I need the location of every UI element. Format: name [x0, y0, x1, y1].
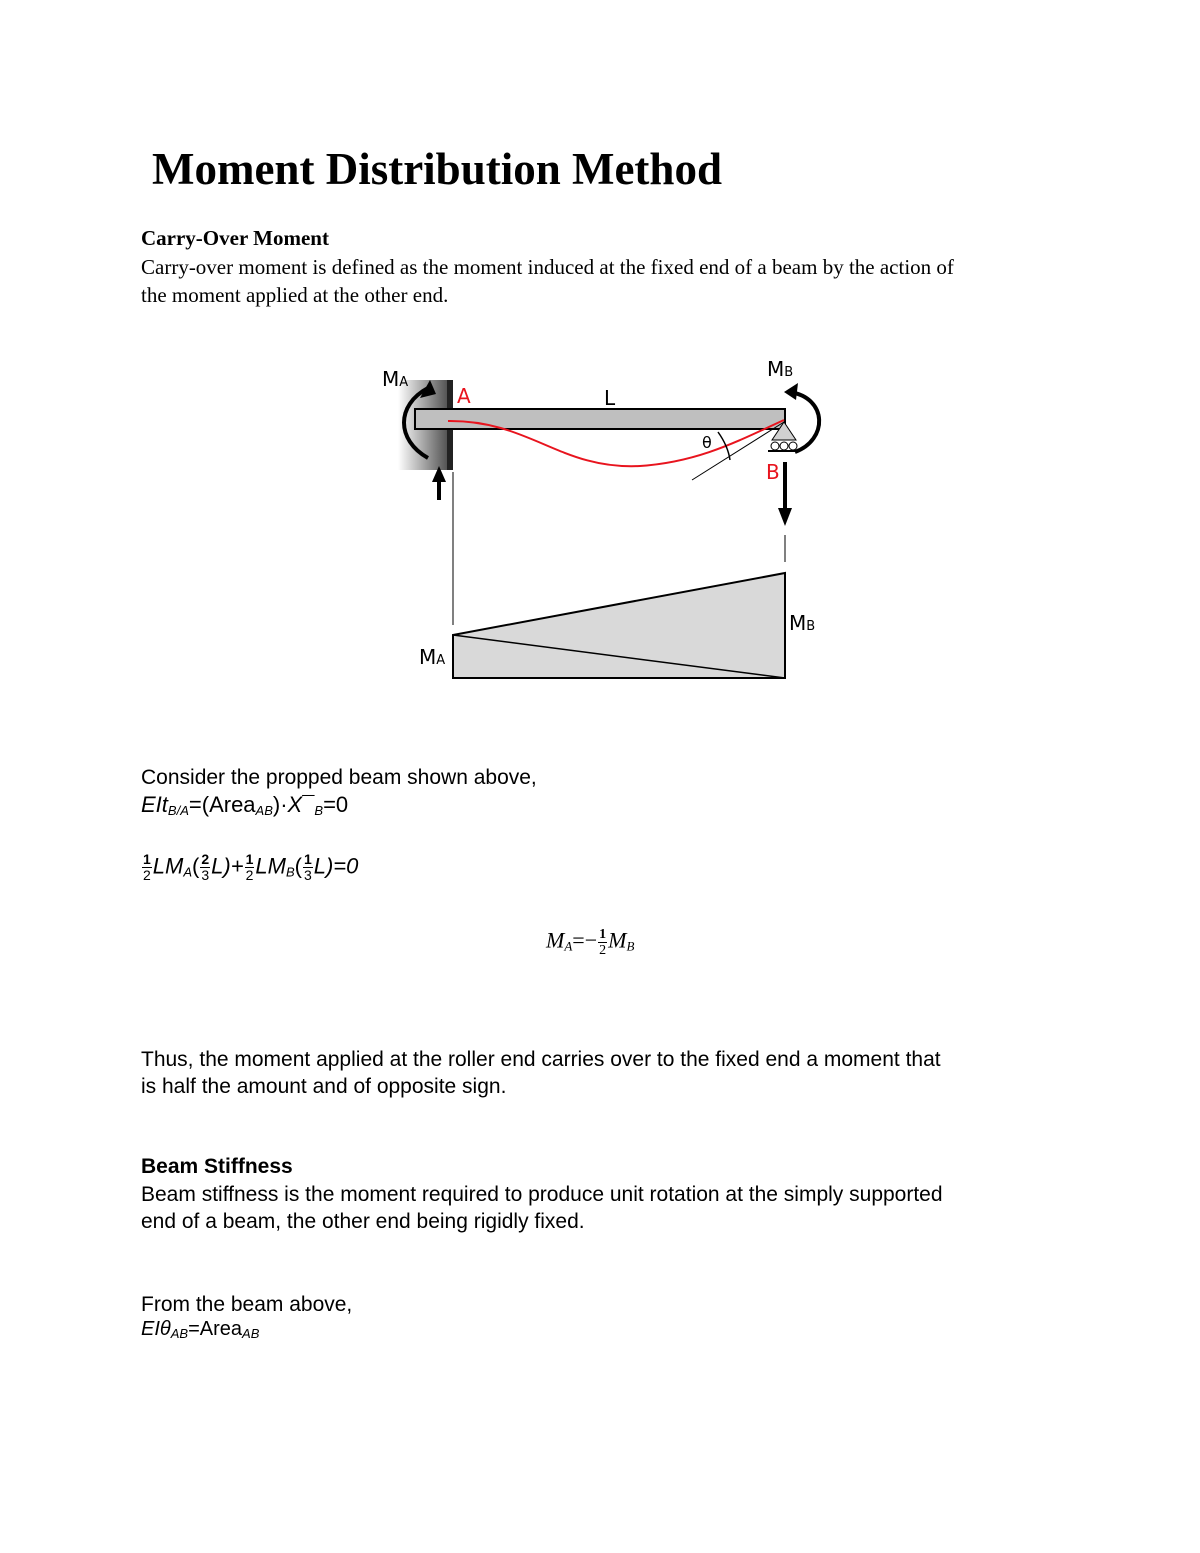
from-beam-text: From the beam above, [141, 1293, 353, 1316]
eq2-l-close-1: L)+ [211, 853, 244, 879]
eq4-ab-sub: AB [170, 1326, 189, 1341]
eq3-m2: M [608, 927, 627, 953]
thus-line-1: Thus, the moment applied at the roller end carries over to the fixed end a moment that [141, 1048, 941, 1071]
beam-stiffness-heading: Beam Stiffness [141, 1155, 293, 1178]
eq2-lmb: LM [255, 853, 286, 879]
roller-1 [771, 442, 779, 450]
label-a: A [457, 384, 471, 408]
eq3-a-sub: A [564, 938, 573, 954]
propped-beam-figure [370, 350, 840, 690]
equation-3 [546, 927, 634, 958]
equation-4 [141, 1318, 259, 1341]
eq4-theta: θ [159, 1318, 171, 1340]
eq1-eq-open: =(Area [188, 792, 256, 817]
eq3-m: M [546, 927, 565, 953]
eq3-b-sub: B [626, 938, 635, 954]
eq1-b-sub: B [314, 803, 324, 818]
equation-1 [141, 792, 348, 818]
eq3-eq: =− [572, 927, 598, 953]
eq3-frac: $\frac{1}{2}$ [599, 927, 607, 958]
label-ma-diagram: MA [419, 645, 446, 669]
carry-over-line-2: the moment applied at the other end. [141, 283, 449, 307]
eq2-frac-3: $\frac{1}{2}$ [245, 851, 254, 883]
reaction-arrow-b-head [778, 508, 792, 526]
eq4-eq: =Area [188, 1318, 243, 1340]
thus-line-2: is half the amount and of opposite sign. [141, 1075, 507, 1098]
consider-text: Consider the propped beam shown above, [141, 766, 537, 789]
eq4-ei: EI [141, 1318, 160, 1340]
eq2-b-sub: B [285, 864, 295, 880]
beam [415, 409, 785, 429]
eq1-rhs: =0 [323, 792, 349, 817]
eq2-a-sub: A [183, 864, 193, 880]
eq1-t: t [161, 792, 168, 817]
beam-stiffness-line-1: Beam stiffness is the moment required to produce unit rotation at the simply supported [141, 1183, 943, 1206]
carry-over-heading: Carry-Over Moment [141, 226, 329, 250]
eq1-area-sub: AB [255, 803, 273, 818]
eq1-t-sub: B/A [167, 803, 189, 818]
roller-3 [789, 442, 797, 450]
label-ma-top: MA [382, 367, 409, 391]
eq2-frac-1: $\frac{1}{2}$ [143, 851, 151, 883]
beam-stiffness-line-2: end of a beam, the other end being rigidly fixed. [141, 1210, 585, 1233]
eq1-close: )· [272, 792, 288, 817]
label-mb-top: MB [767, 357, 794, 381]
eq2-l-close-2: L)=0 [313, 853, 359, 879]
label-b: B [766, 460, 780, 484]
moment-arrow-b-head [784, 383, 798, 400]
page-title: Moment Distribution Method [152, 144, 722, 194]
eq2-frac-4: $\frac{1}{3}$ [303, 851, 312, 883]
eq2-lma: LM [152, 853, 184, 879]
eq2-frac-2: $\frac{2}{3}$ [201, 851, 210, 883]
carry-over-line-1: Carry-over moment is defined as the moment induced at the fixed end of a beam by the action of [141, 255, 954, 279]
eq1-bar: ¯ [302, 792, 315, 817]
moment-diagram-area [453, 573, 785, 678]
eq4-ab-sub-2: AB [242, 1326, 260, 1341]
label-l: L [604, 386, 616, 410]
roller-2 [780, 442, 788, 450]
eq2-open-1: ( [192, 853, 200, 879]
eq1-xbar: X [287, 792, 303, 817]
label-theta: θ [702, 433, 712, 452]
eq1-ei: EI [141, 792, 162, 817]
label-mb-diagram: MB [789, 611, 816, 635]
eq2-open-2: ( [294, 853, 302, 879]
equation-2 [141, 852, 358, 883]
